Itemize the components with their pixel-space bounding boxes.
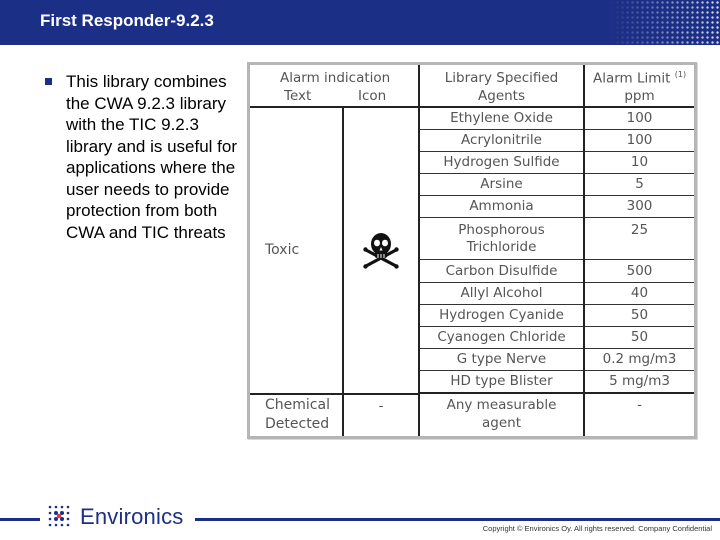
toxic-icon-cell (343, 107, 419, 393)
alarm-table-frame (247, 62, 697, 439)
header-text-label: Text (284, 87, 312, 104)
decorative-dot-pattern (610, 0, 720, 45)
limit-g-type-nerve: 0.2 mg/m3 (584, 348, 694, 370)
copyright-notice: Copyright © Environics Oy. All rights reserved. Company Confidential (482, 524, 712, 533)
chemical-limit-cell: - (584, 394, 694, 436)
agent-hydrogen-sulfide: Hydrogen Sulfide (419, 151, 584, 173)
header-alarm-indication-label: Alarm indication (280, 70, 391, 86)
agent-cyanogen-chloride: Cyanogen Chloride (419, 326, 584, 348)
limit-carbon-disulfide: 500 (584, 260, 694, 282)
toxic-text-cell: Toxic (250, 107, 343, 393)
agent-arsine: Arsine (419, 174, 584, 196)
limit-arsine: 5 (584, 174, 694, 196)
chemical-text-line1: Chemical (265, 397, 330, 414)
header-library-agents (419, 65, 584, 107)
chemical-detected-text (250, 394, 343, 436)
footer-rule-right (195, 518, 720, 521)
chemical-agent-line2: agent (482, 415, 522, 432)
limit-allyl-alcohol: 40 (584, 282, 694, 304)
chemical-icon-cell: - (343, 394, 419, 436)
table-row-chemical (250, 394, 694, 436)
agent-phosphorous-line1: Phosphorous (458, 221, 545, 238)
chemical-agent-line1: Any measurable (446, 397, 557, 414)
limit-ethylene-oxide: 100 (584, 107, 694, 129)
limit-phosphorous-trichloride: 25 (584, 218, 694, 260)
header-library-line1: Library Specified (444, 70, 559, 86)
table-header-row (250, 65, 694, 107)
agent-ammonia: Ammonia (419, 196, 584, 218)
limit-acrylonitrile: 100 (584, 129, 694, 151)
header-limit-footnote: (1) (674, 70, 687, 79)
limit-hd-type-blister: 5 mg/m3 (584, 371, 694, 393)
agent-g-type-nerve: G type Nerve (419, 348, 584, 370)
skull-crossbones-icon (361, 229, 401, 269)
table-row (250, 107, 694, 129)
bullet-point (45, 71, 245, 243)
header-library-line2: Agents (478, 87, 526, 104)
environics-logo-text: Environics (80, 504, 184, 529)
header-limit-unit: ppm (624, 88, 655, 105)
alarm-limit-table (250, 65, 694, 436)
footer-rule-left (0, 518, 40, 521)
limit-hydrogen-sulfide: 10 (584, 151, 694, 173)
limit-ammonia: 300 (584, 196, 694, 218)
agent-allyl-alcohol: Allyl Alcohol (419, 282, 584, 304)
agent-ethylene-oxide: Ethylene Oxide (419, 107, 584, 129)
header-limit-line1: Alarm Limit (592, 70, 671, 87)
limit-hydrogen-cyanide: 50 (584, 304, 694, 326)
limit-cyanogen-chloride: 50 (584, 326, 694, 348)
agent-hydrogen-cyanide: Hydrogen Cyanide (419, 304, 584, 326)
header-icon-label: Icon (358, 87, 387, 104)
agent-phosphorous-line2: Trichloride (466, 239, 537, 256)
agent-phosphorous-trichloride (419, 218, 584, 260)
title-bar (0, 0, 720, 45)
header-alarm-limit (584, 65, 694, 107)
chemical-agent-cell (419, 394, 584, 436)
square-bullet-icon (45, 78, 52, 85)
bullet-text: This library combines the CWA 9.2.3 library with the TIC 9.2.3 library and is useful for applications where the user needs to provide protection from both CWA and TIC threats (66, 72, 238, 242)
chemical-text-line2: Detected (265, 415, 330, 432)
environics-logo-icon (46, 503, 74, 531)
agent-carbon-disulfide: Carbon Disulfide (419, 260, 584, 282)
agent-acrylonitrile: Acrylonitrile (419, 129, 584, 151)
agent-hd-type-blister: HD type Blister (419, 371, 584, 393)
header-alarm-indication (250, 65, 419, 107)
slide-title: First Responder-9.2.3 (40, 11, 214, 30)
